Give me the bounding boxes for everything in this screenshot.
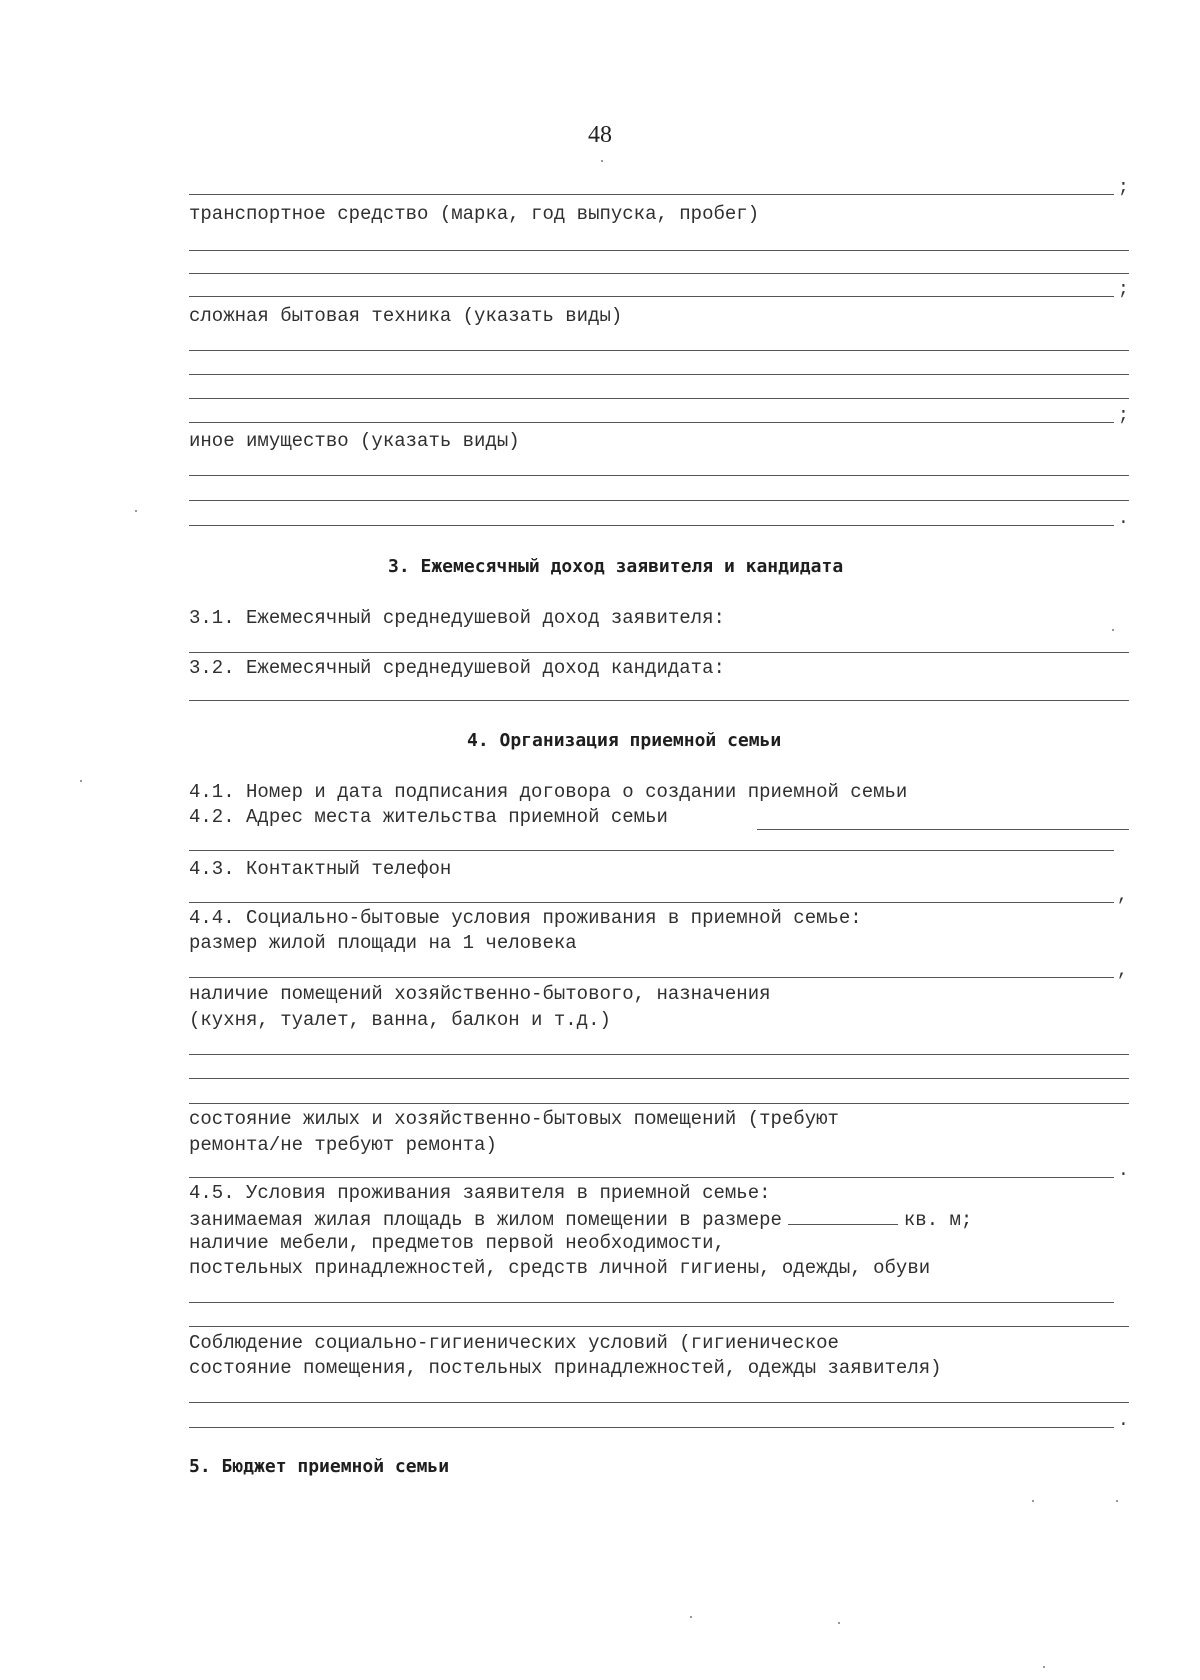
transport-label: транспортное средство (марка, год выпуска, пробег) xyxy=(189,203,760,225)
hygiene-line1: Соблюдение социально-гигиенических условий (гигиеническое xyxy=(189,1332,839,1354)
blank-line xyxy=(189,652,1129,653)
item-3-1: 3.1. Ежемесячный среднедушевой доход заявителя: xyxy=(189,607,725,629)
condition-line2: ремонта/не требуют ремонта) xyxy=(189,1134,497,1156)
scan-speck xyxy=(690,1616,692,1618)
blank-line xyxy=(189,1054,1129,1055)
semicolon: ; xyxy=(1118,406,1129,426)
blank-line xyxy=(189,250,1129,251)
condition-line1: состояние жилых и хозяйственно-бытовых помещений (требуют xyxy=(189,1108,839,1130)
blank-line xyxy=(189,500,1129,501)
item-4-5-line4: постельных принадлежностей, средств личной гигиены, одежды, обуви xyxy=(189,1257,931,1279)
blank-line xyxy=(189,902,1114,903)
page-number: 48 xyxy=(588,122,612,148)
period: . xyxy=(1118,1161,1129,1181)
blank-line xyxy=(189,1078,1129,1079)
period: . xyxy=(1118,509,1129,529)
scan-speck xyxy=(1116,1500,1118,1502)
blank-line xyxy=(189,194,1114,195)
living-area-unit: кв. м; xyxy=(903,1209,973,1231)
blank-line xyxy=(189,422,1114,423)
section-4-heading: 4. Организация приемной семьи xyxy=(467,730,782,751)
item-4-5-line1: 4.5. Условия проживания заявителя в приемной семье: xyxy=(189,1182,771,1204)
blank-line xyxy=(189,1402,1129,1403)
hygiene-line2: состояние помещения, постельных принадлежностей, одежды заявителя) xyxy=(189,1357,942,1379)
scan-speck xyxy=(1112,629,1114,631)
blank-line xyxy=(189,525,1114,526)
comma: , xyxy=(1117,886,1128,906)
living-area-text: занимаемая жилая площадь в жилом помещении в размере xyxy=(189,1209,782,1231)
premises-line1: наличие помещений хозяйственно-бытового, назначения xyxy=(189,983,771,1005)
blank-line xyxy=(189,374,1129,375)
blank-line xyxy=(189,273,1129,274)
section-5-heading: 5. Бюджет приемной семьи xyxy=(189,1456,450,1477)
scan-speck xyxy=(601,160,603,162)
blank-line xyxy=(189,1427,1114,1428)
blank-line xyxy=(189,1103,1129,1104)
living-area-blank xyxy=(788,1206,898,1225)
semicolon: ; xyxy=(1118,178,1129,198)
blank-line xyxy=(189,977,1114,978)
period: . xyxy=(1118,1411,1129,1431)
section-3-heading: 3. Ежемесячный доход заявителя и кандидата xyxy=(388,556,844,577)
item-4-1: 4.1. Номер и дата подписания договора о создании приемной семьи xyxy=(189,781,908,803)
item-4-4-line2: размер жилой площади на 1 человека xyxy=(189,932,577,954)
appliances-label: сложная бытовая техника (указать виды) xyxy=(189,305,623,327)
blank-line xyxy=(189,700,1129,701)
blank-line xyxy=(189,398,1129,399)
scan-speck xyxy=(1043,1666,1045,1668)
blank-line xyxy=(189,475,1129,476)
item-4-5-line3: наличие мебели, предметов первой необходимости, xyxy=(189,1232,725,1254)
blank-line xyxy=(189,350,1129,351)
blank-line xyxy=(757,829,1129,830)
item-4-2: 4.2. Адрес места жительства приемной семьи xyxy=(189,806,668,828)
premises-line2: (кухня, туалет, ванна, балкон и т.д.) xyxy=(189,1009,611,1031)
blank-line xyxy=(189,1302,1114,1303)
blank-line xyxy=(189,1326,1129,1327)
scan-speck xyxy=(1032,1500,1034,1502)
other-property-label: иное имущество (указать виды) xyxy=(189,430,520,452)
semicolon: ; xyxy=(1118,280,1129,300)
blank-line xyxy=(189,1177,1114,1178)
blank-line xyxy=(189,296,1114,297)
comma: , xyxy=(1117,961,1128,981)
item-4-4-line1: 4.4. Социально-бытовые условия проживания в приемной семье: xyxy=(189,907,862,929)
blank-line xyxy=(189,850,1114,851)
item-4-3: 4.3. Контактный телефон xyxy=(189,858,452,880)
item-3-2: 3.2. Ежемесячный среднедушевой доход кандидата: xyxy=(189,657,725,679)
scan-speck xyxy=(80,780,82,782)
item-4-5-line2 xyxy=(189,1206,972,1232)
scan-speck xyxy=(135,510,137,512)
scan-speck xyxy=(838,1622,840,1624)
